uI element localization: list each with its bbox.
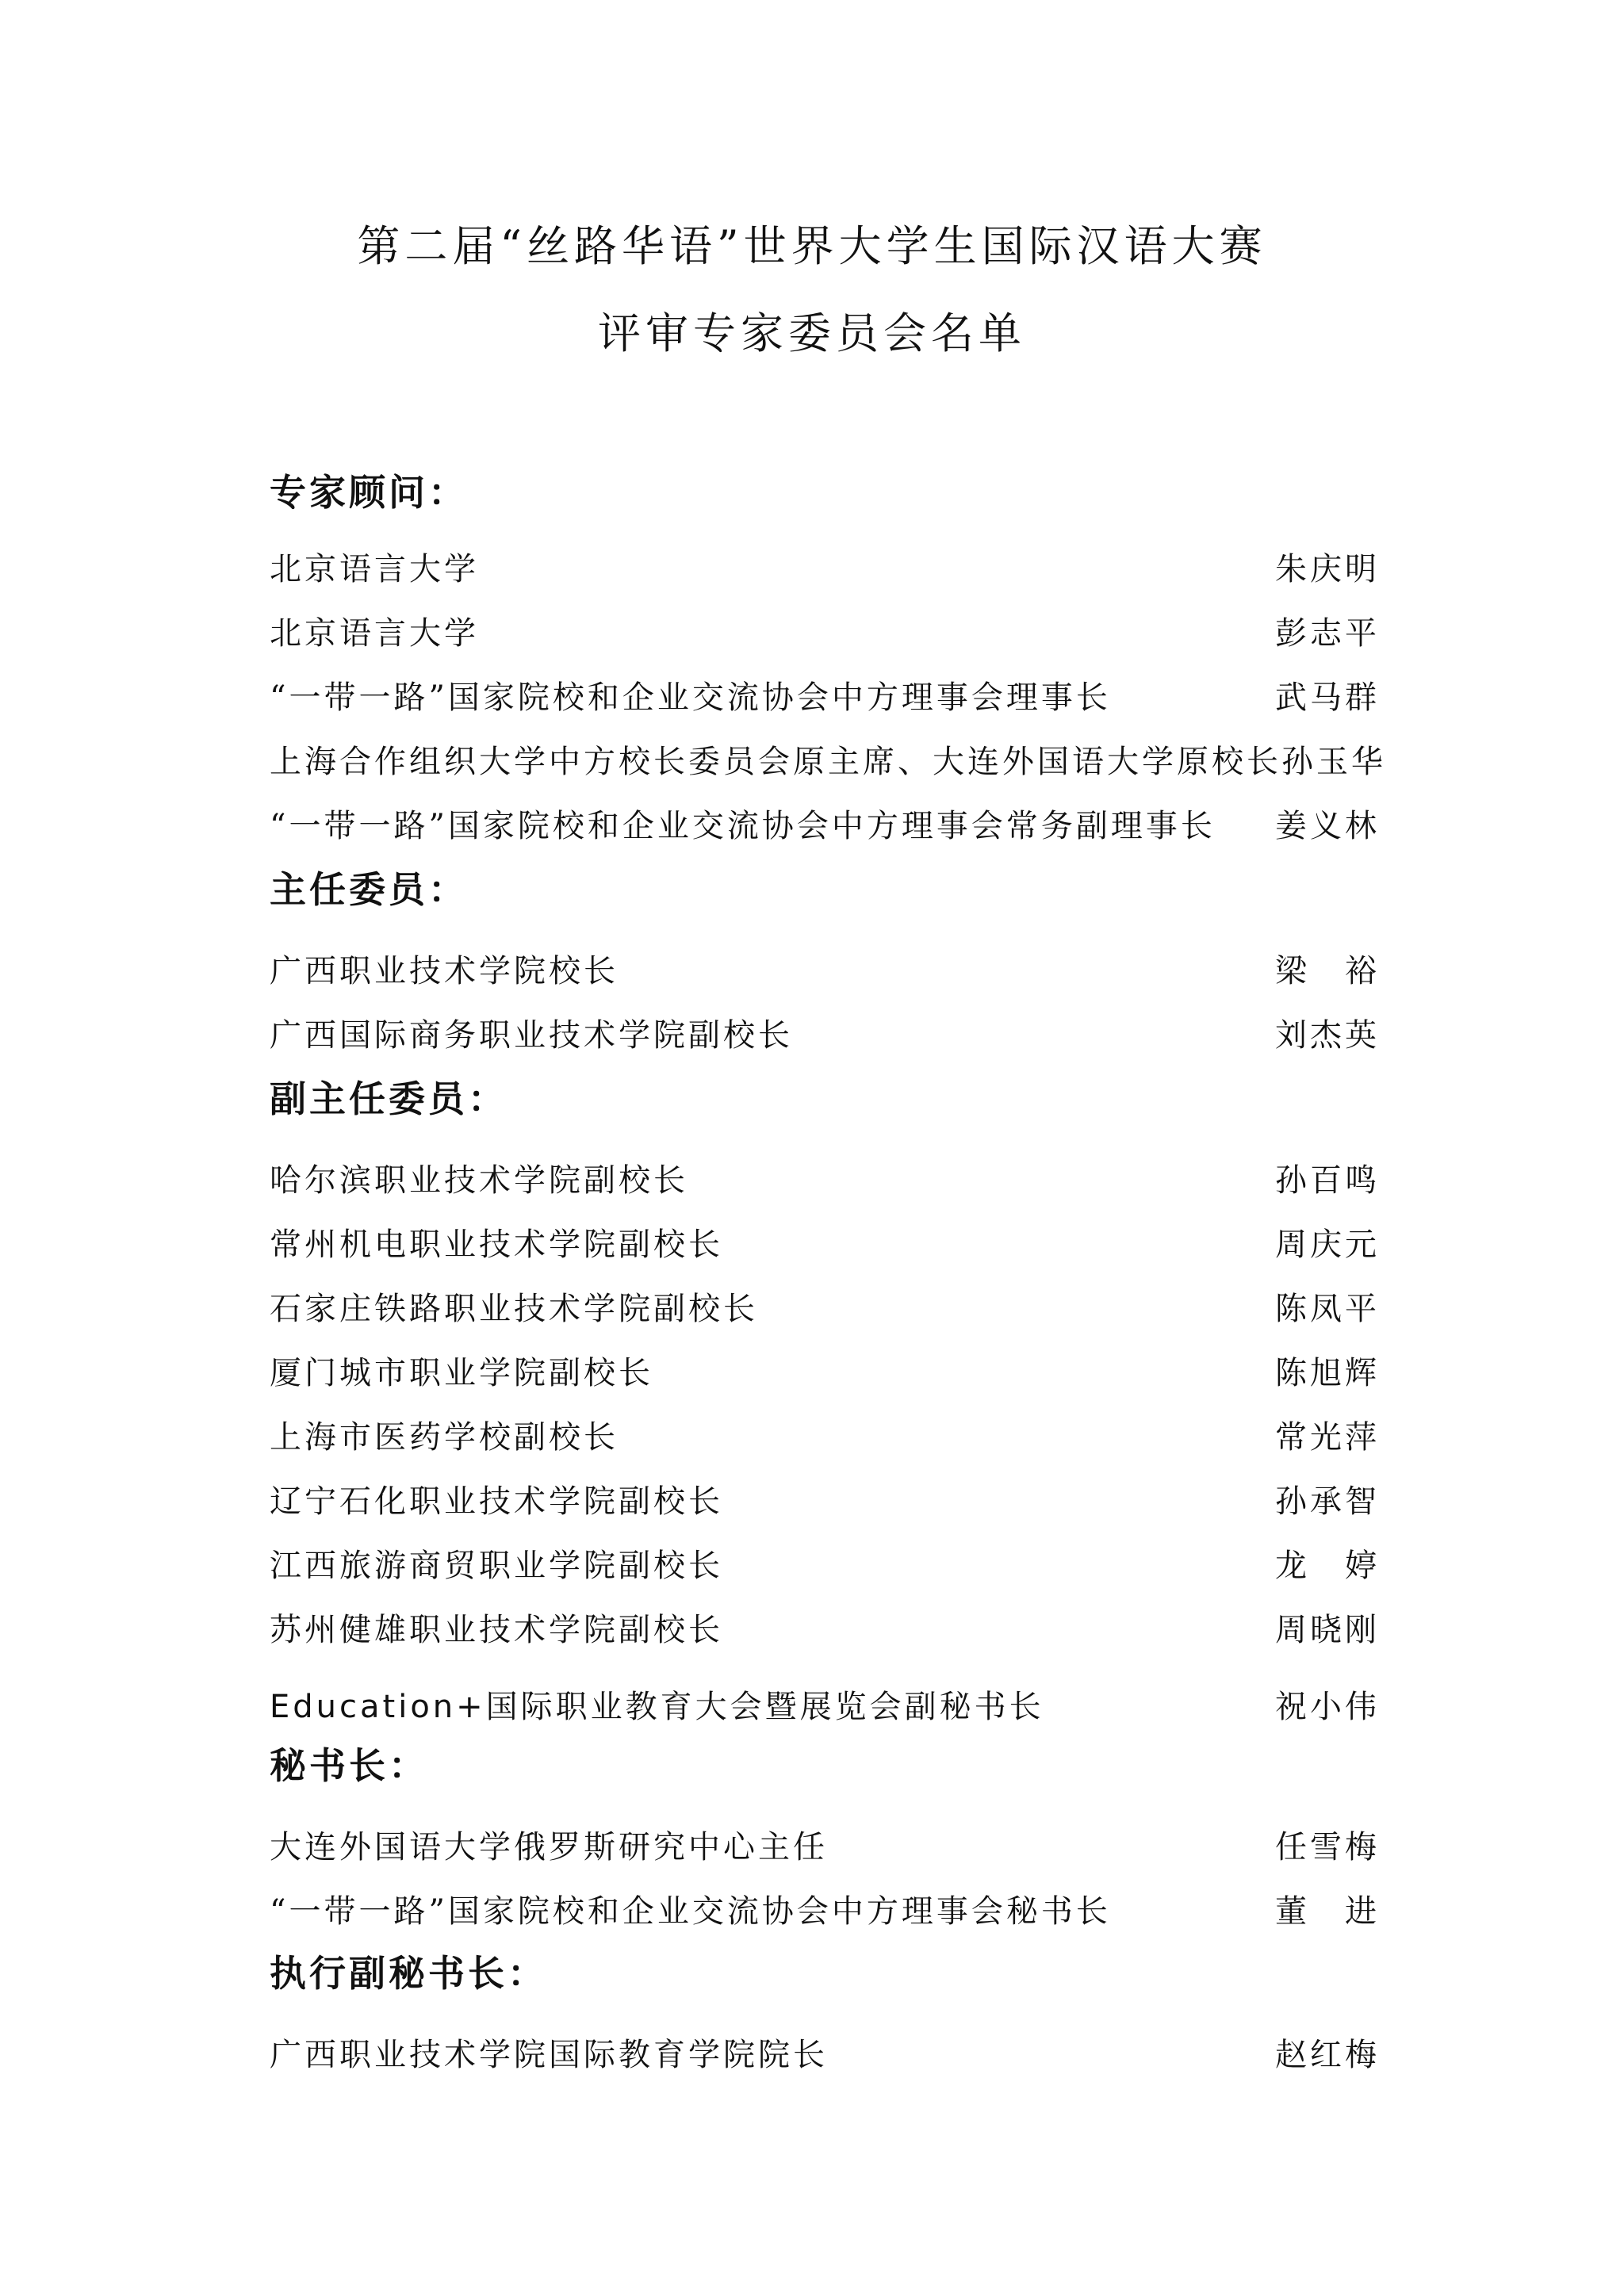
- member-name: 陈旭辉: [1275, 1355, 1380, 1391]
- member-row: [270, 1467, 1380, 1531]
- section-heading: 专家顾问：: [270, 471, 468, 514]
- member-organization: 上海市医药学校副校长: [270, 1419, 619, 1456]
- document-title: 第二届“丝路华语”世界大学生国际汉语大赛: [357, 221, 1267, 271]
- member-row: [270, 1274, 1380, 1338]
- member-row: [270, 791, 1380, 855]
- member-name: 龙 婷: [1275, 1548, 1380, 1584]
- member-row: [270, 1672, 1380, 1736]
- member-row: [270, 1877, 1380, 1941]
- member-name: 刘杰英: [1275, 1017, 1380, 1054]
- member-organization: “一带一路”国家院校和企业交流协会中方理事会常务副理事长: [270, 808, 1216, 844]
- member-organization: Education+国际职业教育大会暨展览会副秘书长: [270, 1689, 1044, 1725]
- member-name: 赵红梅: [1275, 2037, 1380, 2073]
- member-name: 孙百鸣: [1275, 1162, 1380, 1199]
- section-heading: 秘书长：: [270, 1744, 428, 1787]
- member-row: [270, 727, 1386, 791]
- member-name: 任雪梅: [1275, 1829, 1380, 1866]
- member-organization: 江西旅游商贸职业学院副校长: [270, 1548, 723, 1584]
- section-vice-directors: [270, 1074, 1380, 1736]
- member-row: [270, 1210, 1380, 1274]
- member-row: [270, 1531, 1380, 1595]
- member-organization: 辽宁石化职业技术学院副校长: [270, 1483, 723, 1520]
- section-expert-advisors: [270, 468, 1386, 855]
- section-directors: [270, 865, 1380, 1065]
- member-name: 孙玉华: [1281, 744, 1386, 780]
- member-organization: 广西国际商务职业技术学院副校长: [270, 1017, 793, 1054]
- member-name: 朱庆明: [1275, 551, 1380, 587]
- member-name: 彭志平: [1275, 615, 1380, 652]
- member-row: [270, 1001, 1380, 1065]
- section-heading: 主任委员：: [270, 868, 468, 911]
- document-subtitle: 评审专家委员会名单: [598, 308, 1026, 358]
- member-name: 董 进: [1275, 1893, 1380, 1930]
- member-row: [270, 1146, 1380, 1210]
- section-heading: 执行副秘书长：: [270, 1952, 547, 1995]
- committee-list: [270, 468, 1386, 2084]
- member-name: 祝小伟: [1275, 1689, 1380, 1725]
- member-organization: 苏州健雄职业技术学院副校长: [270, 1612, 723, 1648]
- member-row: [270, 2020, 1380, 2084]
- member-name: 周庆元: [1275, 1226, 1380, 1263]
- section-secretary-general: [270, 1741, 1380, 1941]
- member-organization: 厦门城市职业学院副校长: [270, 1355, 653, 1391]
- member-row: [270, 1402, 1380, 1467]
- member-organization: 上海合作组织大学中方校长委员会原主席、大连外国语大学原校长: [270, 744, 1281, 780]
- member-name: 孙承智: [1275, 1483, 1380, 1520]
- member-row: [270, 936, 1380, 1001]
- section-heading: 副主任委员：: [270, 1077, 508, 1120]
- member-organization: 北京语言大学: [270, 551, 479, 587]
- member-row: [270, 1595, 1380, 1659]
- member-row: [270, 534, 1380, 599]
- member-organization: “一带一路”国家院校和企业交流协会中方理事会秘书长: [270, 1893, 1111, 1930]
- member-name: 姜义林: [1275, 808, 1380, 844]
- section-executive-deputy-secretary: [270, 1949, 1380, 2084]
- member-organization: 常州机电职业技术学院副校长: [270, 1226, 723, 1263]
- member-organization: 石家庄铁路职业技术学院副校长: [270, 1291, 758, 1327]
- member-row: [270, 1338, 1380, 1402]
- member-name: 武马群: [1275, 679, 1380, 716]
- member-name: 周晓刚: [1275, 1612, 1380, 1648]
- member-row: [270, 1812, 1380, 1877]
- member-organization: “一带一路”国家院校和企业交流协会中方理事会理事长: [270, 679, 1111, 716]
- member-organization: 广西职业技术学院校长: [270, 953, 619, 989]
- member-name: 陈凤平: [1275, 1291, 1380, 1327]
- member-name: 梁 裕: [1275, 953, 1380, 989]
- member-row: [270, 663, 1380, 727]
- member-row: [270, 599, 1380, 663]
- member-organization: 广西职业技术学院国际教育学院院长: [270, 2037, 828, 2073]
- member-name: 常光萍: [1275, 1419, 1380, 1456]
- member-organization: 大连外国语大学俄罗斯研究中心主任: [270, 1829, 828, 1866]
- member-organization: 北京语言大学: [270, 615, 479, 652]
- member-organization: 哈尔滨职业技术学院副校长: [270, 1162, 688, 1199]
